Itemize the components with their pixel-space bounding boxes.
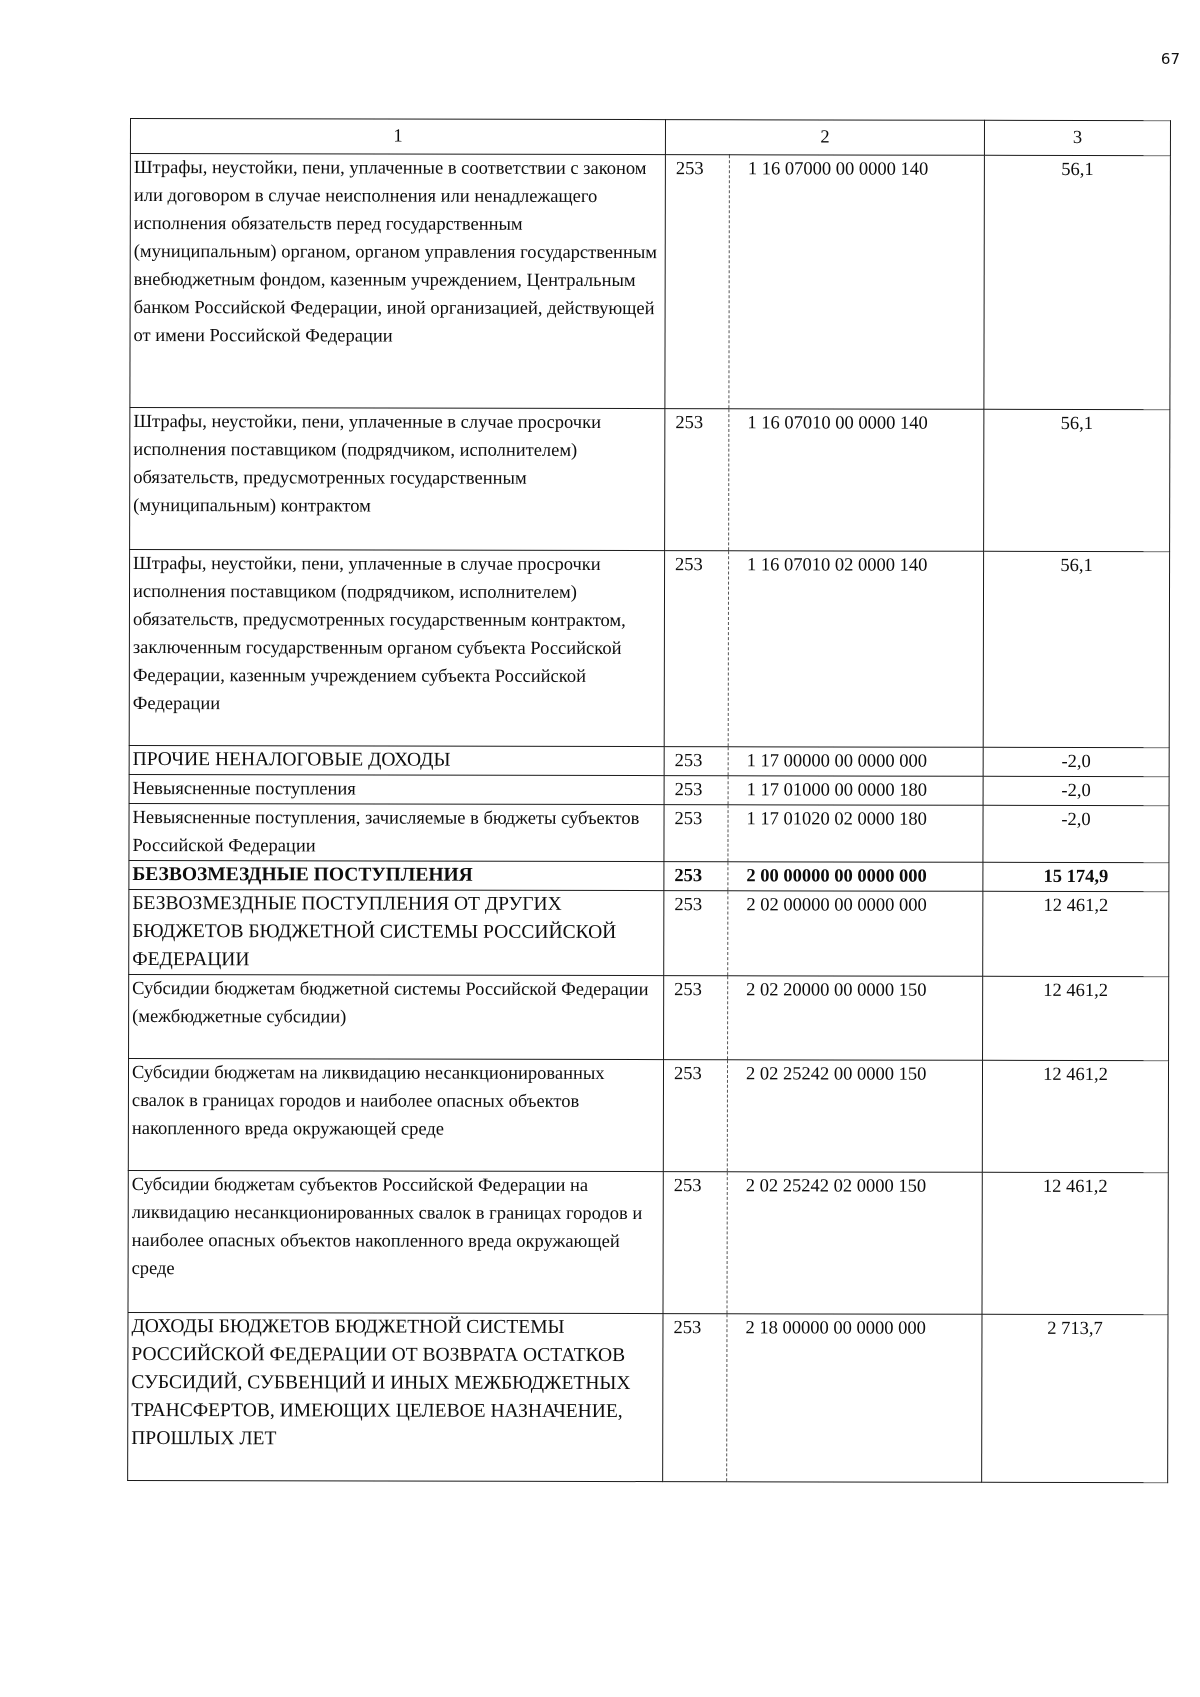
row-admin-code: 253: [663, 1060, 727, 1172]
row-admin-code: 253: [664, 747, 728, 776]
row-budget-code: 2 02 00000 00 0000 000: [728, 891, 983, 977]
row-budget-code: 2 02 25242 02 0000 150: [727, 1172, 982, 1315]
row-admin-code: 253: [664, 776, 728, 805]
row-name: БЕЗВОЗМЕЗДНЫЕ ПОСТУПЛЕНИЯ: [129, 860, 664, 890]
row-amount: 56,1: [983, 551, 1169, 747]
table-row: [130, 154, 1171, 410]
page-number: 67: [1160, 50, 1180, 68]
row-budget-code: 2 00 00000 00 0000 000: [728, 862, 983, 892]
row-amount: 12 461,2: [982, 1172, 1168, 1314]
row-admin-code: 253: [664, 805, 728, 862]
row-amount: 12 461,2: [982, 1060, 1168, 1172]
row-name: БЕЗВОЗМЕЗДНЫЕ ПОСТУПЛЕНИЯ ОТ ДРУГИХ БЮДЖЕТОВ БЮДЖЕТНОЙ СИСТЕМЫ РОССИЙСКОЙ ФЕДЕРАЦИИ: [129, 889, 664, 975]
row-name: Невыясненные поступления, зачисляемые в бюджеты субъектов Российской Федерации: [129, 803, 664, 861]
row-admin-code: 253: [664, 862, 728, 891]
table-row: [130, 408, 1170, 552]
row-name: Штрафы, неустойки, пени, уплаченные в случае просрочки исполнения поставщиком (подрядчиком, исполнителем) обязательств, предусмотренных государственным контрактом, заключенным государственным органом субъекта Российской Федерации, казенным учреждением субъекта Российской Федерации: [129, 550, 664, 747]
header-col-2: 2: [665, 120, 984, 156]
row-admin-code: 253: [665, 155, 730, 409]
row-name: ДОХОДЫ БЮДЖЕТОВ БЮДЖЕТНОЙ СИСТЕМЫ РОССИЙСКОЙ ФЕДЕРАЦИИ ОТ ВОЗВРАТА ОСТАТКОВ СУБСИДИЙ, СУБВЕНЦИЙ И ИНЫХ МЕЖБЮДЖЕТНЫХ ТРАНСФЕРТОВ, ИМЕЮЩИХ ЦЕЛЕВОЕ НАЗНАЧЕНИЕ, ПРОШЛЫХ ЛЕТ: [128, 1312, 663, 1481]
table-row: [129, 550, 1169, 748]
row-name: ПРОЧИЕ НЕНАЛОГОВЫЕ ДОХОДЫ: [129, 745, 664, 775]
row-name: Субсидии бюджетам на ликвидацию несанкционированных свалок в границах городов и наиболее опасных объектов накопленного вреда окружающей среде: [128, 1058, 663, 1171]
revenue-table: [127, 118, 1171, 1483]
header-col-3: 3: [984, 120, 1170, 155]
row-amount: -2,0: [983, 805, 1169, 862]
table-row: [129, 803, 1169, 862]
row-amount: 15 174,9: [983, 862, 1169, 891]
table-row: [129, 889, 1169, 976]
table-row: [128, 1312, 1168, 1482]
row-budget-code: 1 17 01000 00 0000 180: [728, 776, 983, 806]
row-amount: -2,0: [983, 776, 1169, 805]
row-name: Субсидии бюджетам бюджетной системы Российской Федерации (межбюджетные субсидии): [129, 974, 664, 1059]
row-budget-code: 1 16 07010 02 0000 140: [728, 551, 983, 748]
row-budget-code: 1 16 07000 00 0000 140: [729, 155, 985, 410]
row-amount: 56,1: [984, 409, 1170, 551]
row-admin-code: 253: [663, 1172, 727, 1314]
row-budget-code: 1 16 07010 00 0000 140: [729, 409, 984, 552]
row-name: Штрафы, неустойки, пени, уплаченные в соответствии с законом или договором в случае неисполнения или ненадлежащего исполнения обязательств перед государственным (муниципальным) органом, органом управления государственным внебюджетным фондом, казенным учреждением, Центральным банком Российской Федерации, иной организацией, действующей от имени Российской Федерации: [130, 154, 666, 409]
row-budget-code: 1 17 00000 00 0000 000: [728, 747, 983, 777]
table-row: [129, 974, 1169, 1060]
row-amount: 56,1: [984, 155, 1171, 409]
table-row: [128, 1170, 1168, 1314]
row-amount: -2,0: [983, 747, 1169, 776]
row-amount: 12 461,2: [983, 976, 1169, 1060]
row-budget-code: 2 02 25242 00 0000 150: [727, 1060, 982, 1173]
row-name: Невыясненные поступления: [129, 774, 664, 804]
row-amount: 2 713,7: [982, 1314, 1168, 1482]
table-row: [129, 774, 1169, 805]
table-row: [129, 860, 1169, 891]
row-name: Штрафы, неустойки, пени, уплаченные в случае просрочки исполнения поставщиком (подрядчиком, исполнителем) обязательств, предусмотренных государственным (муниципальным) контрактом: [130, 408, 665, 551]
row-admin-code: 253: [664, 976, 728, 1060]
revenue-table-sheet: [127, 118, 1170, 1483]
row-amount: 12 461,2: [983, 891, 1169, 976]
row-budget-code: 2 18 00000 00 0000 000: [727, 1314, 982, 1483]
row-budget-code: 2 02 20000 00 0000 150: [728, 976, 983, 1061]
table-row: [129, 745, 1169, 776]
row-name: Субсидии бюджетам субъектов Российской Федерации на ликвидацию несанкционированных свалок в границах городов и наиболее опасных объектов накопленного вреда окружающей среде: [128, 1170, 663, 1313]
row-admin-code: 253: [665, 409, 729, 551]
row-budget-code: 1 17 01020 02 0000 180: [728, 805, 983, 863]
row-admin-code: 253: [664, 891, 728, 976]
table-header-row: [130, 119, 1170, 156]
table-row: [128, 1058, 1168, 1172]
row-admin-code: 253: [664, 551, 728, 747]
row-admin-code: 253: [663, 1314, 727, 1482]
header-col-1: 1: [130, 119, 665, 155]
